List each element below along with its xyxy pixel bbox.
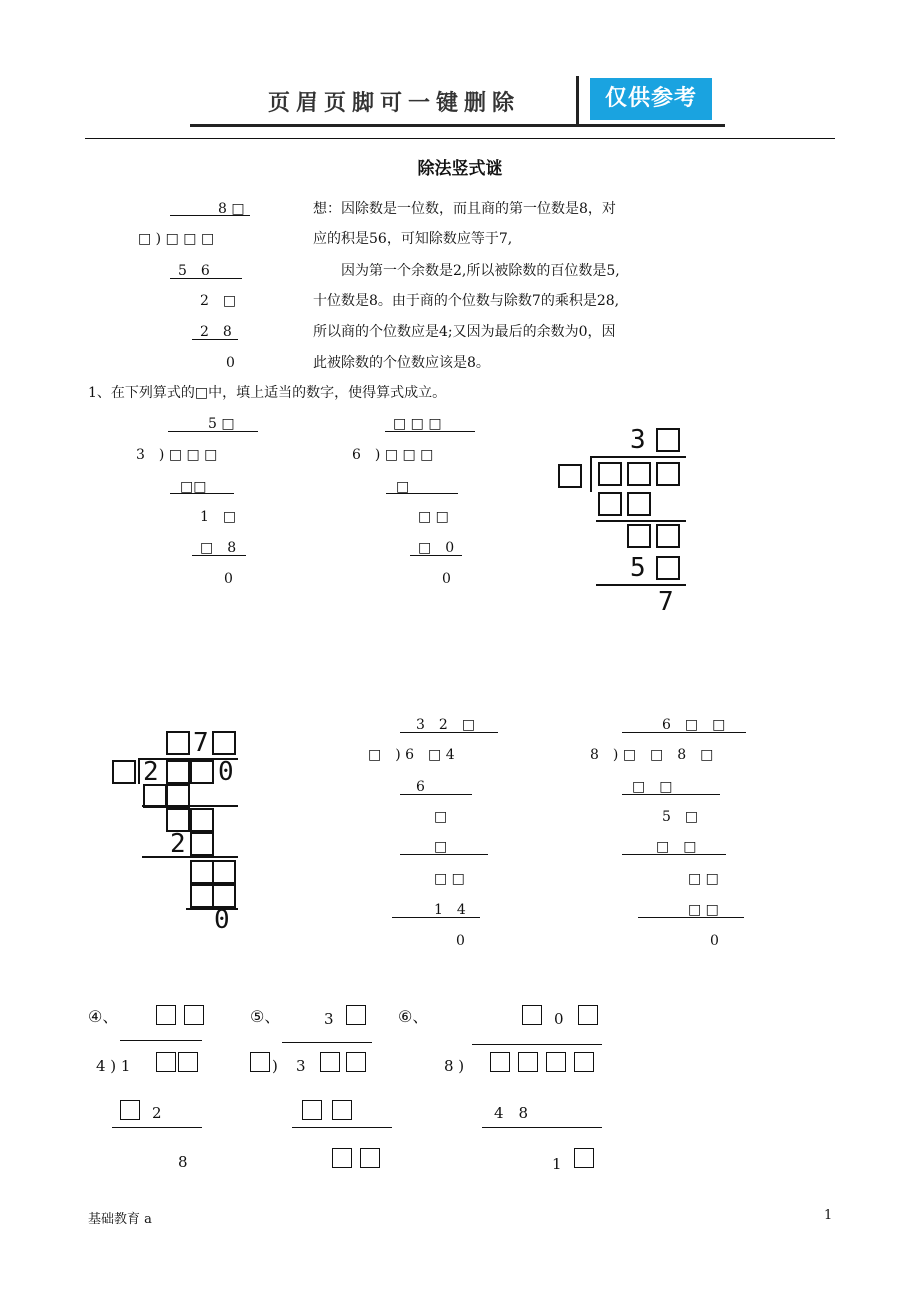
- rule: [400, 794, 472, 795]
- p6-quotient: 6 □ □: [662, 717, 726, 733]
- p2-row3: □ 0: [418, 540, 455, 556]
- blank-box: [490, 1052, 510, 1072]
- p8-quotient: 3: [324, 1010, 334, 1028]
- blank-box: [656, 524, 680, 548]
- bracket: [138, 758, 140, 784]
- blank-box: [627, 462, 651, 486]
- footer-left: 基础教育 a: [88, 1212, 152, 1227]
- rule: [410, 555, 462, 556]
- rule: [112, 1127, 202, 1128]
- example-row4: 0: [226, 355, 235, 371]
- blank-box: [250, 1052, 270, 1072]
- rule: [638, 917, 744, 918]
- blank-box: [190, 832, 214, 856]
- p5-row3: □: [434, 839, 448, 855]
- rule: [186, 908, 238, 910]
- bracket: [590, 456, 592, 492]
- blank-box: [598, 462, 622, 486]
- instruction: 1、在下列算式的□中，填上适当的数字，使得算式成立。: [88, 385, 447, 401]
- rule: [622, 854, 726, 855]
- p4-dividend-digit: 0: [218, 757, 234, 787]
- p6-dividend: 8 ) □ □ 8 □: [590, 747, 714, 763]
- p1-row3: □ 8: [200, 540, 237, 556]
- blank-box: [178, 1052, 198, 1072]
- rule: [400, 854, 488, 855]
- p1-dividend: 3 ) □ □ □: [136, 447, 218, 463]
- p9-label: ⑥、: [398, 1007, 429, 1026]
- p5-row1: 6: [416, 779, 425, 795]
- rule: [142, 856, 238, 858]
- rule: [596, 520, 686, 522]
- p1-row2: 1 □: [200, 509, 237, 525]
- blank-box: [190, 760, 214, 784]
- p1-quotient: 5 □: [208, 416, 235, 432]
- p8-label: ⑤、: [250, 1007, 281, 1026]
- divider-bar: [170, 215, 250, 216]
- p6-row6: 0: [710, 933, 719, 949]
- p4-dividend-digit: 2: [143, 757, 159, 787]
- blank-box: [598, 492, 622, 516]
- blank-box: [656, 462, 680, 486]
- p3-quotient-digit: 3: [630, 425, 646, 455]
- rule: [385, 431, 475, 432]
- blank-box: [574, 1148, 594, 1168]
- rule: [120, 1040, 202, 1041]
- p7-row1: 2: [152, 1104, 162, 1122]
- p5-row5: 1 4: [434, 902, 466, 918]
- explanation-line: 应的积是56，可知除数应等于7,: [313, 231, 513, 247]
- rule: [170, 493, 234, 494]
- blank-box: [184, 1005, 204, 1025]
- explanation-line: 十位数是8。由于商的个位数与除数7的乘积是28,: [313, 293, 620, 309]
- p6-row2: 5 □: [662, 809, 699, 825]
- rule: [482, 1127, 602, 1128]
- p9-quotient: 0: [554, 1010, 564, 1028]
- rule: [622, 794, 720, 795]
- p2-dividend: 6 ) □ □ □: [352, 447, 434, 463]
- p5-quotient: 3 2 □: [416, 717, 476, 733]
- rule: [192, 555, 246, 556]
- blank-box: [120, 1100, 140, 1120]
- header-divider: [576, 76, 579, 126]
- p4-remainder: 0: [214, 905, 230, 935]
- p2-row4: 0: [442, 571, 451, 587]
- p5-row2: □: [434, 809, 448, 825]
- rule: [386, 493, 458, 494]
- p4-quotient-digit: 7: [193, 728, 209, 758]
- p6-row1: □ □: [632, 779, 673, 795]
- p6-row4: □ □: [688, 871, 719, 887]
- p7-row2: 8: [178, 1153, 188, 1171]
- blank-box: [558, 464, 582, 488]
- blank-box: [578, 1005, 598, 1025]
- blank-box: [656, 556, 680, 580]
- blank-box: [518, 1052, 538, 1072]
- explanation-line: 想：因除数是一位数，而且商的第一位数是8，对: [313, 201, 616, 217]
- top-rule: [85, 138, 835, 139]
- p5-dividend: □ ) 6 □ 4: [368, 747, 455, 763]
- rule: [168, 431, 258, 432]
- blank-box: [212, 860, 236, 884]
- blank-box: [522, 1005, 542, 1025]
- blank-box: [346, 1005, 366, 1025]
- p9-row1: 4 8: [494, 1104, 529, 1122]
- p8-dividend: 3: [296, 1057, 306, 1075]
- explanation-line: 所以商的个位数应是4;又因为最后的余数为0，因: [313, 324, 616, 340]
- p1-row4: 0: [224, 571, 233, 587]
- rule: [392, 917, 480, 918]
- blank-box: [332, 1100, 352, 1120]
- header-badge: 仅供参考: [590, 78, 712, 120]
- header-text: 页眉页脚可一键删除: [268, 90, 521, 116]
- rule: [170, 278, 242, 279]
- blank-box: [156, 1052, 176, 1072]
- blank-box: [156, 1005, 176, 1025]
- blank-box: [302, 1100, 322, 1120]
- rule: [590, 456, 686, 458]
- blank-box: [190, 808, 214, 832]
- blank-box: [190, 884, 214, 908]
- p5-row6: 0: [456, 933, 465, 949]
- example-row1: 5 6: [178, 263, 210, 279]
- p9-row2: 1: [552, 1155, 562, 1173]
- blank-box: [360, 1148, 380, 1168]
- p5-row4: □ □: [434, 871, 465, 887]
- rule: [596, 584, 686, 586]
- rule: [622, 732, 746, 733]
- p7-dividend: 4 ) 1: [96, 1057, 131, 1075]
- rule: [292, 1127, 392, 1128]
- p6-row3: □ □: [656, 839, 697, 855]
- p2-quotient: □ □ □: [393, 416, 442, 432]
- blank-box: [166, 731, 190, 755]
- blank-box: [346, 1052, 366, 1072]
- p3-row-digit: 5: [630, 553, 646, 583]
- blank-box: [212, 731, 236, 755]
- header-underline: [190, 124, 725, 127]
- rule: [472, 1044, 602, 1045]
- p3-remainder: 7: [658, 587, 674, 617]
- rule: [142, 805, 238, 807]
- blank-box: [320, 1052, 340, 1072]
- blank-box: [546, 1052, 566, 1072]
- p2-row1: □: [396, 479, 410, 495]
- p1-row1: □□: [180, 479, 207, 495]
- example-quotient: 8 □: [218, 201, 245, 217]
- page-number: 1: [824, 1208, 833, 1223]
- p6-row5: □ □: [688, 902, 719, 918]
- page-title: 除法竖式谜: [417, 159, 503, 179]
- p8-bracket: ): [272, 1057, 278, 1075]
- p9-dividend: 8 ): [444, 1057, 465, 1075]
- blank-box: [190, 860, 214, 884]
- blank-box: [627, 524, 651, 548]
- explanation-line: 因为第一个余数是2,所以被除数的百位数是5,: [313, 263, 620, 279]
- blank-box: [112, 760, 136, 784]
- rule: [192, 339, 238, 340]
- rule: [282, 1042, 372, 1043]
- p4-row-digit: 2: [170, 829, 186, 859]
- example-row2: 2 □: [200, 293, 237, 309]
- blank-box: [574, 1052, 594, 1072]
- example-dividend: □ ) □ □ □: [138, 231, 215, 247]
- rule: [400, 732, 498, 733]
- p7-label: ④、: [88, 1007, 119, 1026]
- blank-box: [166, 760, 190, 784]
- example-row3: 2 8: [200, 324, 232, 340]
- blank-box: [627, 492, 651, 516]
- blank-box: [332, 1148, 352, 1168]
- blank-box: [656, 428, 680, 452]
- p2-row2: □ □: [418, 509, 449, 525]
- explanation-line: 此被除数的个位数应该是8。: [313, 355, 490, 371]
